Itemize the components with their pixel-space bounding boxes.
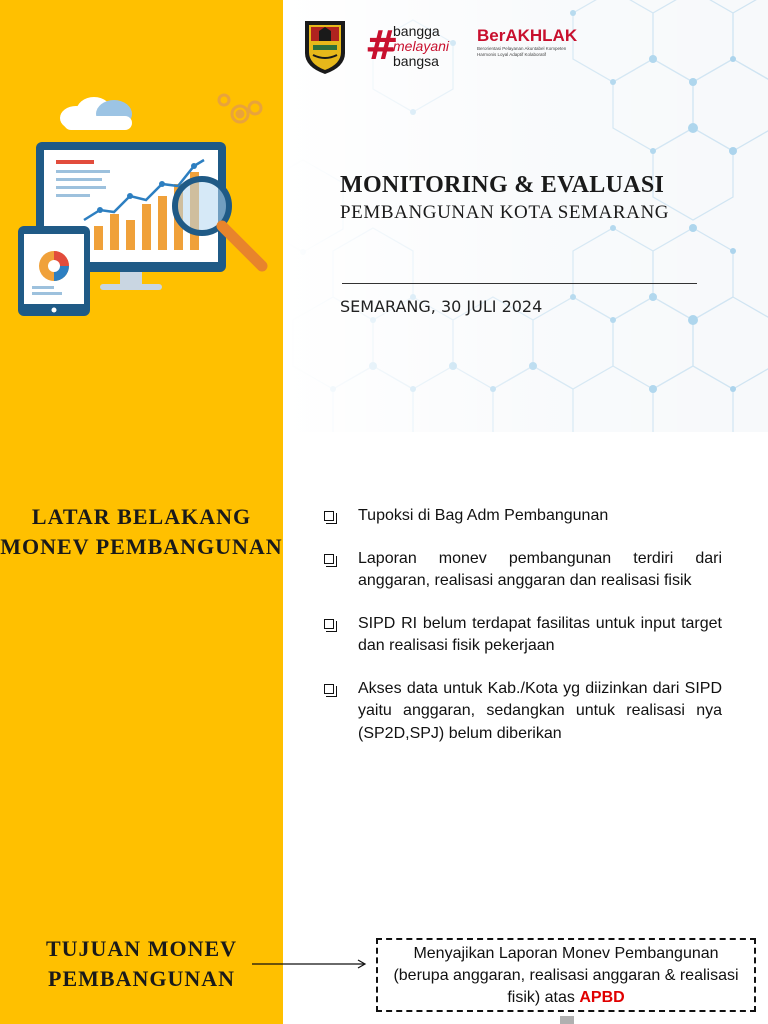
list-item: Akses data untuk Kab./Kota yg diizinkan dari SIPD yaitu anggaran, sedangkan untuk realisasi nya (SP2D,SPJ) belum diberikan: [322, 678, 722, 746]
arrow-right-icon: [252, 958, 372, 970]
list-item: Tupoksi di Bag Adm Pembangunan: [322, 505, 722, 528]
goal-callout: [376, 938, 756, 1012]
goal-section-heading: TUJUAN MONEV PEMBANGUNAN: [45, 936, 238, 991]
background-list: [322, 505, 722, 765]
checkbox-bullet-icon: [324, 684, 334, 694]
page-title: MONITORING & EVALUASI: [340, 172, 665, 198]
cloud-icon: [60, 97, 132, 130]
header-logos: [303, 18, 578, 76]
document-date: SEMARANG, 30 JULI 2024: [340, 297, 543, 316]
analytics-illustration: [14, 88, 276, 320]
title-divider: [342, 283, 697, 284]
connector-stub: [560, 1016, 574, 1024]
city-crest-logo: [303, 19, 347, 75]
list-item: Laporan monev pembangunan terdiri dari anggaran, realisasi anggaran dan realisasi fisik: [322, 548, 722, 593]
berakhlak-logo: BerAKHLAK Berorientasi Pelayanan Akuntabel Kompeten Harmonis Loyal Adaptif Kolaboratif: [477, 26, 578, 57]
list-item: SIPD RI belum terdapat fasilitas untuk input target dan realisasi fisik pekerjaan: [322, 613, 722, 658]
tablet-icon: [18, 226, 90, 316]
background-section-heading: LATAR BELAKANG MONEV PEMBANGUNAN: [0, 504, 283, 559]
checkbox-bullet-icon: [324, 619, 334, 629]
goal-highlight: APBD: [579, 989, 625, 1006]
bangga-melayani-bangsa-logo: # bangga melayani bangsa: [365, 23, 450, 69]
page-subtitle: PEMBANGUNAN KOTA SEMARANG: [340, 202, 670, 223]
checkbox-bullet-icon: [324, 554, 334, 564]
checkbox-bullet-icon: [324, 511, 334, 521]
goal-text: Menyajikan Laporan Monev Pembangunan (berupa anggaran, realisasi anggaran & realisasi fisik) atas: [393, 945, 739, 1006]
gear-icon: [219, 95, 261, 122]
